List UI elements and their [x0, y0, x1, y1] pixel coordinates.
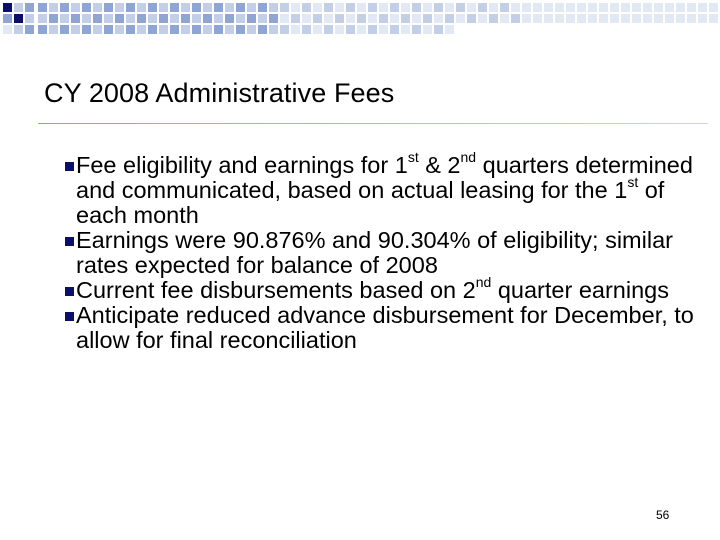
bullet-text	[76, 228, 696, 278]
header-squares-graphic	[0, 0, 720, 36]
bullet-item	[66, 149, 696, 228]
bullet-list	[66, 149, 696, 353]
text-run: Earnings were 90.876% and 90.304% of eligibility; similar rates expected for balance of 2008	[76, 227, 673, 278]
title-divider	[38, 123, 708, 124]
header-decoration	[0, 0, 720, 36]
bullet-text	[76, 274, 696, 303]
bullet-item	[66, 274, 696, 303]
superscript-suffix: st	[627, 174, 639, 191]
slide-title: CY 2008 Administrative Fees	[44, 78, 395, 108]
text-run: & 2	[418, 152, 461, 178]
square-bullet-icon	[65, 287, 74, 296]
text-run: Anticipate reduced advance disbursement for December, to allow for final reconciliation	[76, 302, 694, 353]
bullet-text	[76, 303, 696, 353]
bullet-item	[66, 228, 696, 278]
page-number: 56	[656, 508, 670, 522]
superscript-suffix: nd	[460, 149, 477, 166]
superscript-suffix: st	[407, 149, 419, 166]
bullet-item	[66, 303, 696, 353]
text-run: Current fee disbursements based on 2	[76, 277, 476, 303]
square-bullet-icon	[65, 237, 74, 246]
superscript-suffix: nd	[475, 274, 492, 291]
bullet-text	[76, 149, 696, 228]
square-bullet-icon	[65, 312, 74, 321]
text-run: quarters determined and communicated, based on actual leasing for the 1	[76, 152, 693, 203]
text-run: Fee eligibility and earnings for 1	[76, 152, 408, 178]
text-run: of each month	[76, 177, 665, 228]
text-run: quarter earnings	[491, 277, 669, 303]
square-bullet-icon	[65, 162, 74, 171]
